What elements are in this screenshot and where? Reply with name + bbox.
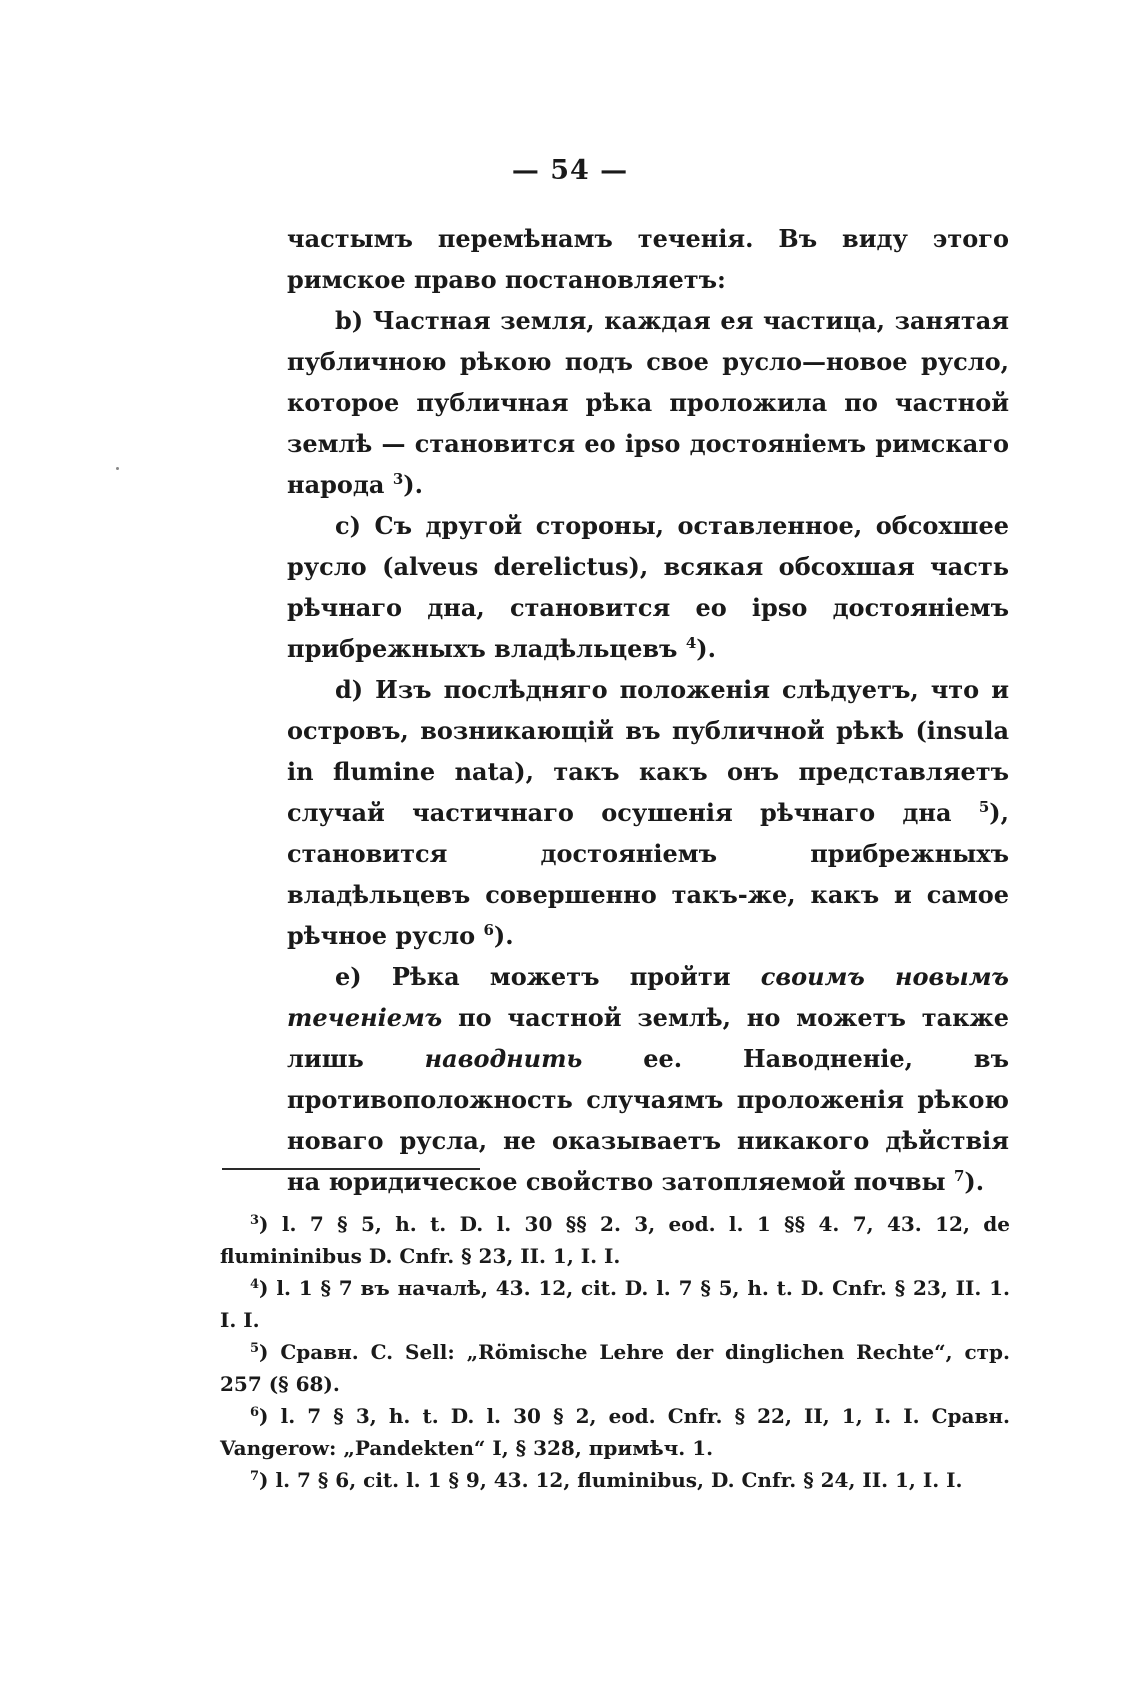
paragraph-text: ). [493,921,514,950]
footnote-mark: 7 [250,1469,260,1484]
footnote-ref-3[interactable]: 3 [392,470,404,488]
paragraph-text: e) Рѣка можетъ пройти [335,962,761,991]
paragraph-text: ). [403,470,423,499]
footnote-text: ) l. 7 § 3, h. t. D. l. 30 § 2, eod. Cnfr. § 22, II, 1, I. I. Сравн. Vangerow: „Pandekten“ I, § 328, примѣч. 1. [220,1404,1010,1460]
scan-speck [116,467,119,470]
footnote-6 [220,1400,1010,1464]
paragraph-text: частымъ перемѣнамъ теченія. Въ виду этого римское право постановляетъ: [287,224,1009,294]
paragraph-b [287,300,1009,505]
paragraph-text: ), становится достояніемъ прибрежныхъ владѣльцевъ совершенно такъ-же, какъ и самое рѣчное русло [287,798,1009,950]
footnote-ref-6[interactable]: 6 [483,921,494,939]
footnote-text: ) Сравн. C. Sell: „Römische Lehre der dinglichen Rechte“, стр. 257 (§ 68). [220,1340,1010,1396]
emphasis-text: наводнить [424,1044,583,1073]
footnote-text: ) l. 7 § 5, h. t. D. l. 30 §§ 2. 3, eod. l. 1 §§ 4. 7, 43. 12, de flumininibus D. Cnfr. § 23, II. 1, I. I. [220,1212,1010,1268]
page-number: — 54 — [511,155,629,186]
footnote-text: ) l. 1 § 7 въ началѣ, 43. 12, cit. D. l. 7 § 5, h. t. D. Cnfr. § 23, II. 1. I. I. [220,1276,1010,1332]
main-text [287,218,1009,1202]
footnote-text: ) l. 7 § 6, cit. l. 1 § 9, 43. 12, fluminibus, D. Cnfr. § 24, II. 1, I. I. [259,1468,963,1492]
paragraph-continued [287,218,1009,300]
footnote-7 [220,1464,1010,1496]
footnote-3 [220,1208,1010,1272]
paragraph-e [287,956,1009,1202]
paragraph-d [287,669,1009,956]
paragraph-text: ). [964,1167,985,1196]
footnote-mark: 6 [250,1405,260,1420]
paragraph-text: ). [696,634,716,663]
footnote-ref-5[interactable]: 5 [978,798,990,816]
footnote-4 [220,1272,1010,1336]
footnote-mark: 3 [250,1213,260,1228]
paragraph-text: по частной землѣ, но можетъ также лишь [287,1003,1009,1073]
footnote-mark: 5 [250,1341,260,1356]
footnotes [220,1208,1010,1496]
footnote-5 [220,1336,1010,1400]
footnote-ref-7[interactable]: 7 [953,1167,965,1185]
footnote-ref-4[interactable]: 4 [685,634,697,652]
footnote-divider [222,1168,480,1170]
emphasis-text: своимъ новымъ теченіемъ [287,962,1009,1032]
paragraph-text: c) Съ другой стороны, оставленное, обсохшее русло (alveus derelictus), всякая обсохшая часть рѣчнаго дна, становится eo ipso достояніемъ прибрежныхъ владѣльцевъ [287,511,1009,663]
paragraph-text: b) Частная земля, каждая ея частица, занятая публичною рѣкою подъ свое русло—новое русло, которое публичная рѣка проложила по частной землѣ — становится eo ipso достояніемъ римскаго народа [287,306,1009,499]
footnote-mark: 4 [250,1277,260,1292]
paragraph-text: d) Изъ послѣдняго положенія слѣдуетъ, что и островъ, возникающій въ публичной рѣкѣ (insula in flumine nata), такъ какъ онъ представляетъ случай частичнаго осушенія рѣчнаго дна [287,675,1009,827]
paragraph-text: ее. Наводненіе, въ противоположность случаямъ проложенія рѣкою новаго русла, не оказываетъ никакого дѣйствія на юридическое свойство затопляемой почвы [287,1044,1009,1196]
paragraph-c [287,505,1009,669]
